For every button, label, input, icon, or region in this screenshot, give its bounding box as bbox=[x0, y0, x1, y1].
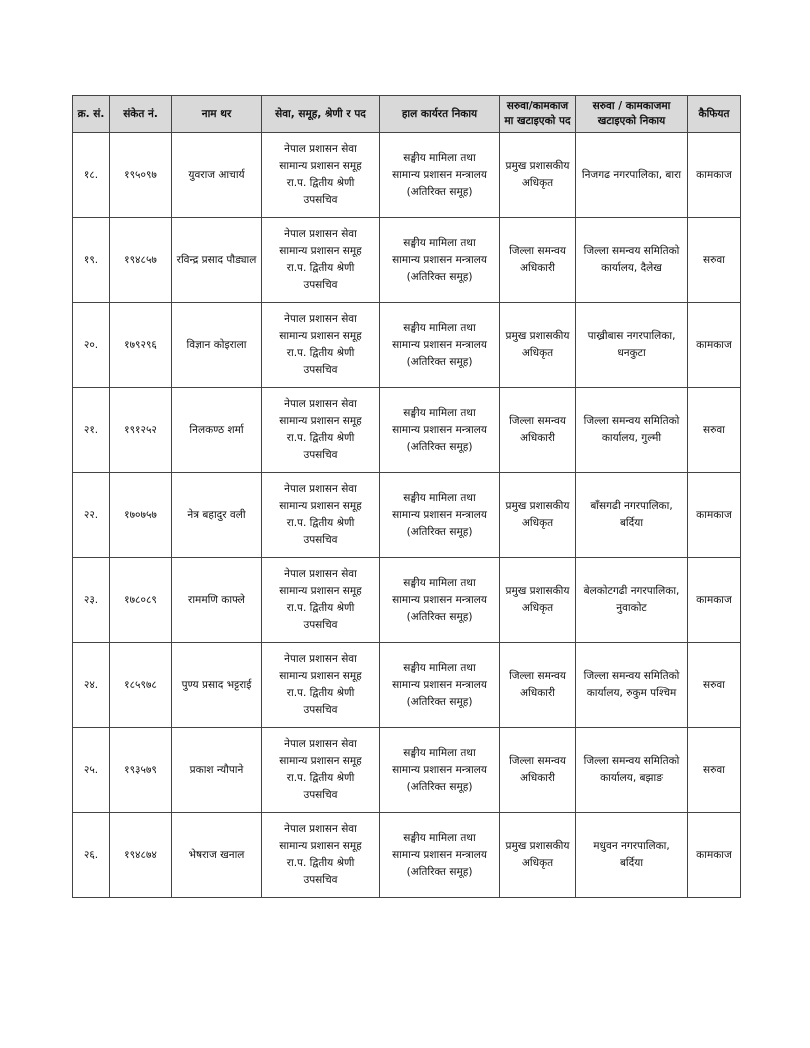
cell-posted-office-line: कार्यालय, गुल्मी bbox=[601, 432, 662, 444]
header-current-office: हाल कार्यरत निकाय bbox=[380, 96, 500, 133]
cell-posted-office-line: जिल्ला समन्वय समितिको bbox=[583, 415, 680, 427]
cell-post-line: अधिकारी bbox=[520, 772, 555, 784]
cell-service bbox=[262, 388, 380, 473]
cell-post-line: प्रमुख प्रशासकीय bbox=[505, 840, 570, 852]
cell-current-office-line: (अतिरिक्त समूह) bbox=[406, 610, 473, 623]
cell-service-line: उपसचिव bbox=[303, 279, 338, 291]
cell-service-line: नेपाल प्रशासन सेवा bbox=[284, 143, 357, 155]
cell-service-line: सामान्य प्रशासन समूह bbox=[279, 415, 362, 427]
header-office-line2: खटाइएको निकाय bbox=[597, 115, 666, 127]
cell-posted-office-line: जिल्ला समन्वय समितिको bbox=[583, 245, 680, 257]
cell-service-line: सामान्य प्रशासन समूह bbox=[279, 500, 362, 512]
cell-post bbox=[500, 813, 576, 898]
cell-post-line: अधिकारी bbox=[520, 687, 555, 699]
cell-posted-office-line: कार्यालय, दैलेख bbox=[601, 262, 662, 274]
header-sn: क्र. सं. bbox=[73, 96, 110, 133]
cell-post-line: अधिकृत bbox=[521, 602, 554, 614]
cell-posted-office bbox=[576, 218, 688, 303]
header-code: संकेत नं. bbox=[110, 96, 172, 133]
cell-post-line: अधिकारी bbox=[520, 432, 555, 444]
cell-name: भेषराज खनाल bbox=[172, 813, 262, 898]
cell-code: १९१२५२ bbox=[110, 388, 172, 473]
cell-remarks: कामकाज bbox=[688, 473, 741, 558]
cell-service-line: सामान्य प्रशासन समूह bbox=[279, 585, 362, 597]
cell-service bbox=[262, 303, 380, 388]
cell-service bbox=[262, 218, 380, 303]
cell-service-line: नेपाल प्रशासन सेवा bbox=[284, 653, 357, 665]
cell-posted-office bbox=[576, 728, 688, 813]
cell-posted-office-line: कार्यालय, रुकुम पश्चिम bbox=[586, 687, 677, 699]
cell-service-line: उपसचिव bbox=[303, 194, 338, 206]
cell-current-office-line: (अतिरिक्त समूह) bbox=[406, 525, 473, 538]
cell-service-line: उपसचिव bbox=[303, 619, 338, 631]
cell-sn: २४. bbox=[73, 643, 110, 728]
table-row bbox=[73, 728, 741, 813]
cell-current-office-line: सामान्य प्रशासन मन्त्रालय bbox=[392, 763, 487, 776]
table-body bbox=[73, 133, 741, 898]
cell-posted-office-line: निजगढ नगरपालिका, बारा bbox=[581, 168, 682, 181]
cell-posted-office-line: कार्यालय, बझाङ bbox=[600, 772, 663, 784]
cell-post bbox=[500, 388, 576, 473]
cell-current-office-line: (अतिरिक्त समूह) bbox=[406, 865, 473, 878]
cell-service bbox=[262, 133, 380, 218]
cell-current-office-line: (अतिरिक्त समूह) bbox=[406, 780, 473, 793]
header-posted-office bbox=[576, 96, 688, 133]
cell-post-line: अधिकृत bbox=[521, 857, 554, 869]
cell-code: १९४८५७ bbox=[110, 218, 172, 303]
cell-posted-office bbox=[576, 303, 688, 388]
cell-posted-office-line: बेलकोटगढी नगरपालिका, bbox=[583, 585, 680, 597]
cell-service-line: उपसचिव bbox=[303, 364, 338, 376]
cell-current-office-line: सामान्य प्रशासन मन्त्रालय bbox=[392, 253, 487, 266]
cell-service-line: उपसचिव bbox=[303, 789, 338, 801]
cell-posted-office bbox=[576, 558, 688, 643]
cell-current-office bbox=[380, 473, 500, 558]
cell-service-line: सामान्य प्रशासन समूह bbox=[279, 330, 362, 342]
cell-service-line: सामान्य प्रशासन समूह bbox=[279, 160, 362, 172]
cell-service bbox=[262, 643, 380, 728]
cell-service bbox=[262, 558, 380, 643]
cell-sn: २६. bbox=[73, 813, 110, 898]
cell-sn: २३. bbox=[73, 558, 110, 643]
table-header bbox=[73, 96, 741, 133]
cell-current-office-line: सङ्घीय मामिला तथा bbox=[403, 236, 476, 249]
cell-remarks: कामकाज bbox=[688, 558, 741, 643]
cell-service-line: रा.प. द्वितीय श्रेणी bbox=[286, 262, 355, 274]
cell-service-line: रा.प. द्वितीय श्रेणी bbox=[286, 857, 355, 869]
cell-remarks: कामकाज bbox=[688, 813, 741, 898]
cell-service-line: रा.प. द्वितीय श्रेणी bbox=[286, 687, 355, 699]
cell-name: निलकण्ठ शर्मा bbox=[172, 388, 262, 473]
cell-service-line: नेपाल प्रशासन सेवा bbox=[284, 568, 357, 580]
cell-post-line: अधिकृत bbox=[521, 517, 554, 529]
header-post bbox=[500, 96, 576, 133]
table-row bbox=[73, 388, 741, 473]
cell-current-office-line: (अतिरिक्त समूह) bbox=[406, 185, 473, 198]
cell-post-line: अधिकृत bbox=[521, 347, 554, 359]
cell-service-line: सामान्य प्रशासन समूह bbox=[279, 245, 362, 257]
cell-service-line: रा.प. द्वितीय श्रेणी bbox=[286, 517, 355, 529]
cell-sn: २२. bbox=[73, 473, 110, 558]
cell-remarks: सरुवा bbox=[688, 643, 741, 728]
table-row bbox=[73, 558, 741, 643]
cell-service-line: सामान्य प्रशासन समूह bbox=[279, 840, 362, 852]
cell-current-office-line: सङ्घीय मामिला तथा bbox=[403, 661, 476, 674]
cell-post bbox=[500, 643, 576, 728]
cell-posted-office-line: बाँसगढी नगरपालिका, bbox=[590, 500, 673, 512]
cell-name: राममणि काफ्ले bbox=[172, 558, 262, 643]
cell-remarks: सरुवा bbox=[688, 218, 741, 303]
cell-service-line: नेपाल प्रशासन सेवा bbox=[284, 483, 357, 495]
cell-service-line: रा.प. द्वितीय श्रेणी bbox=[286, 347, 355, 359]
cell-current-office-line: सङ्घीय मामिला तथा bbox=[403, 406, 476, 419]
cell-post-line: प्रमुख प्रशासकीय bbox=[505, 585, 570, 597]
cell-current-office-line: (अतिरिक्त समूह) bbox=[406, 270, 473, 283]
table-row bbox=[73, 643, 741, 728]
cell-post-line: जिल्ला समन्वय bbox=[509, 245, 566, 257]
cell-posted-office-line: जिल्ला समन्वय समितिको bbox=[583, 755, 680, 767]
cell-posted-office-line: नुवाकोट bbox=[616, 602, 647, 614]
table-row bbox=[73, 813, 741, 898]
table-row bbox=[73, 303, 741, 388]
table-row bbox=[73, 133, 741, 218]
cell-service-line: सामान्य प्रशासन समूह bbox=[279, 670, 362, 682]
cell-current-office bbox=[380, 813, 500, 898]
cell-posted-office bbox=[576, 133, 688, 218]
cell-remarks: कामकाज bbox=[688, 303, 741, 388]
cell-post bbox=[500, 218, 576, 303]
cell-remarks: सरुवा bbox=[688, 388, 741, 473]
cell-current-office-line: (अतिरिक्त समूह) bbox=[406, 440, 473, 453]
cell-post-line: जिल्ला समन्वय bbox=[509, 670, 566, 682]
cell-current-office-line: (अतिरिक्त समूह) bbox=[406, 355, 473, 368]
cell-post bbox=[500, 133, 576, 218]
cell-current-office bbox=[380, 303, 500, 388]
cell-post bbox=[500, 558, 576, 643]
cell-posted-office bbox=[576, 813, 688, 898]
cell-post-line: जिल्ला समन्वय bbox=[509, 755, 566, 767]
cell-posted-office-line: पाख्रीबास नगरपालिका, bbox=[587, 330, 676, 342]
cell-posted-office-line: धनकुटा bbox=[617, 347, 646, 359]
header-office-line1: सरुवा / कामकाजमा bbox=[592, 100, 671, 112]
cell-service-line: नेपाल प्रशासन सेवा bbox=[284, 313, 357, 325]
cell-posted-office-line: बर्दिया bbox=[619, 517, 644, 529]
cell-service-line: उपसचिव bbox=[303, 874, 338, 886]
cell-name: पुण्य प्रसाद भट्टराई bbox=[172, 643, 262, 728]
cell-service-line: नेपाल प्रशासन सेवा bbox=[284, 738, 357, 750]
cell-current-office-line: सामान्य प्रशासन मन्त्रालय bbox=[392, 508, 487, 521]
header-remarks: कैफियत bbox=[688, 96, 741, 133]
cell-service-line: उपसचिव bbox=[303, 534, 338, 546]
cell-code: १९५०९७ bbox=[110, 133, 172, 218]
cell-sn: २५. bbox=[73, 728, 110, 813]
cell-current-office bbox=[380, 218, 500, 303]
cell-post bbox=[500, 728, 576, 813]
cell-post-line: अधिकारी bbox=[520, 262, 555, 274]
cell-code: १७०७५७ bbox=[110, 473, 172, 558]
cell-code: १९४८७४ bbox=[110, 813, 172, 898]
cell-current-office-line: सामान्य प्रशासन मन्त्रालय bbox=[392, 678, 487, 691]
document-page bbox=[72, 95, 740, 898]
cell-posted-office-line: बर्दिया bbox=[619, 857, 644, 869]
header-service: सेवा, समूह, श्रेणी र पद bbox=[262, 96, 380, 133]
cell-code: १७९२९६ bbox=[110, 303, 172, 388]
cell-service-line: रा.प. द्वितीय श्रेणी bbox=[286, 177, 355, 189]
cell-current-office-line: (अतिरिक्त समूह) bbox=[406, 695, 473, 708]
cell-name: युवराज आचार्य bbox=[172, 133, 262, 218]
cell-code: १९३५७९ bbox=[110, 728, 172, 813]
cell-posted-office-line: मधुवन नगरपालिका, bbox=[593, 840, 670, 852]
cell-remarks: कामकाज bbox=[688, 133, 741, 218]
cell-name: रविन्द्र प्रसाद पौड्याल bbox=[172, 218, 262, 303]
cell-name: प्रकाश न्यौपाने bbox=[172, 728, 262, 813]
cell-service-line: नेपाल प्रशासन सेवा bbox=[284, 398, 357, 410]
cell-current-office-line: सामान्य प्रशासन मन्त्रालय bbox=[392, 593, 487, 606]
cell-service-line: उपसचिव bbox=[303, 704, 338, 716]
cell-sn: २०. bbox=[73, 303, 110, 388]
cell-current-office-line: सङ्घीय मामिला तथा bbox=[403, 831, 476, 844]
cell-current-office-line: सामान्य प्रशासन मन्त्रालय bbox=[392, 168, 487, 181]
cell-current-office-line: सामान्य प्रशासन मन्त्रालय bbox=[392, 848, 487, 861]
cell-remarks: सरुवा bbox=[688, 728, 741, 813]
cell-current-office-line: सङ्घीय मामिला तथा bbox=[403, 321, 476, 334]
cell-current-office-line: सामान्य प्रशासन मन्त्रालय bbox=[392, 338, 487, 351]
table-row bbox=[73, 218, 741, 303]
cell-service-line: उपसचिव bbox=[303, 449, 338, 461]
cell-sn: १९. bbox=[73, 218, 110, 303]
cell-current-office bbox=[380, 558, 500, 643]
cell-current-office bbox=[380, 133, 500, 218]
cell-name: विज्ञान कोइराला bbox=[172, 303, 262, 388]
header-name: नाम थर bbox=[172, 96, 262, 133]
cell-posted-office bbox=[576, 388, 688, 473]
cell-posted-office bbox=[576, 643, 688, 728]
cell-name: नेत्र बहादुर वली bbox=[172, 473, 262, 558]
cell-current-office-line: सङ्घीय मामिला तथा bbox=[403, 746, 476, 759]
cell-code: १७८०८९ bbox=[110, 558, 172, 643]
cell-post bbox=[500, 303, 576, 388]
cell-service bbox=[262, 813, 380, 898]
cell-current-office bbox=[380, 728, 500, 813]
transfer-table bbox=[72, 95, 741, 898]
cell-code: १८५९७८ bbox=[110, 643, 172, 728]
cell-service-line: रा.प. द्वितीय श्रेणी bbox=[286, 602, 355, 614]
cell-post-line: प्रमुख प्रशासकीय bbox=[505, 500, 570, 512]
cell-current-office bbox=[380, 643, 500, 728]
cell-posted-office bbox=[576, 473, 688, 558]
cell-current-office-line: सामान्य प्रशासन मन्त्रालय bbox=[392, 423, 487, 436]
cell-service-line: सामान्य प्रशासन समूह bbox=[279, 755, 362, 767]
cell-post-line: प्रमुख प्रशासकीय bbox=[505, 330, 570, 342]
cell-post bbox=[500, 473, 576, 558]
cell-service-line: रा.प. द्वितीय श्रेणी bbox=[286, 432, 355, 444]
cell-post-line: प्रमुख प्रशासकीय bbox=[505, 160, 570, 172]
cell-sn: १८. bbox=[73, 133, 110, 218]
cell-service-line: रा.प. द्वितीय श्रेणी bbox=[286, 772, 355, 784]
cell-current-office-line: सङ्घीय मामिला तथा bbox=[403, 151, 476, 164]
cell-current-office-line: सङ्घीय मामिला तथा bbox=[403, 491, 476, 504]
header-post-line1: सरुवा/कामकाज bbox=[506, 100, 569, 112]
cell-service-line: नेपाल प्रशासन सेवा bbox=[284, 823, 357, 835]
cell-current-office bbox=[380, 388, 500, 473]
cell-service-line: नेपाल प्रशासन सेवा bbox=[284, 228, 357, 240]
cell-service bbox=[262, 473, 380, 558]
cell-post-line: अधिकृत bbox=[521, 177, 554, 189]
cell-post-line: जिल्ला समन्वय bbox=[509, 415, 566, 427]
cell-current-office-line: सङ्घीय मामिला तथा bbox=[403, 576, 476, 589]
cell-posted-office-line: जिल्ला समन्वय समितिको bbox=[583, 670, 680, 682]
header-post-line2: मा खटाइएको पद bbox=[504, 115, 571, 127]
table-row bbox=[73, 473, 741, 558]
cell-service bbox=[262, 728, 380, 813]
cell-sn: २१. bbox=[73, 388, 110, 473]
